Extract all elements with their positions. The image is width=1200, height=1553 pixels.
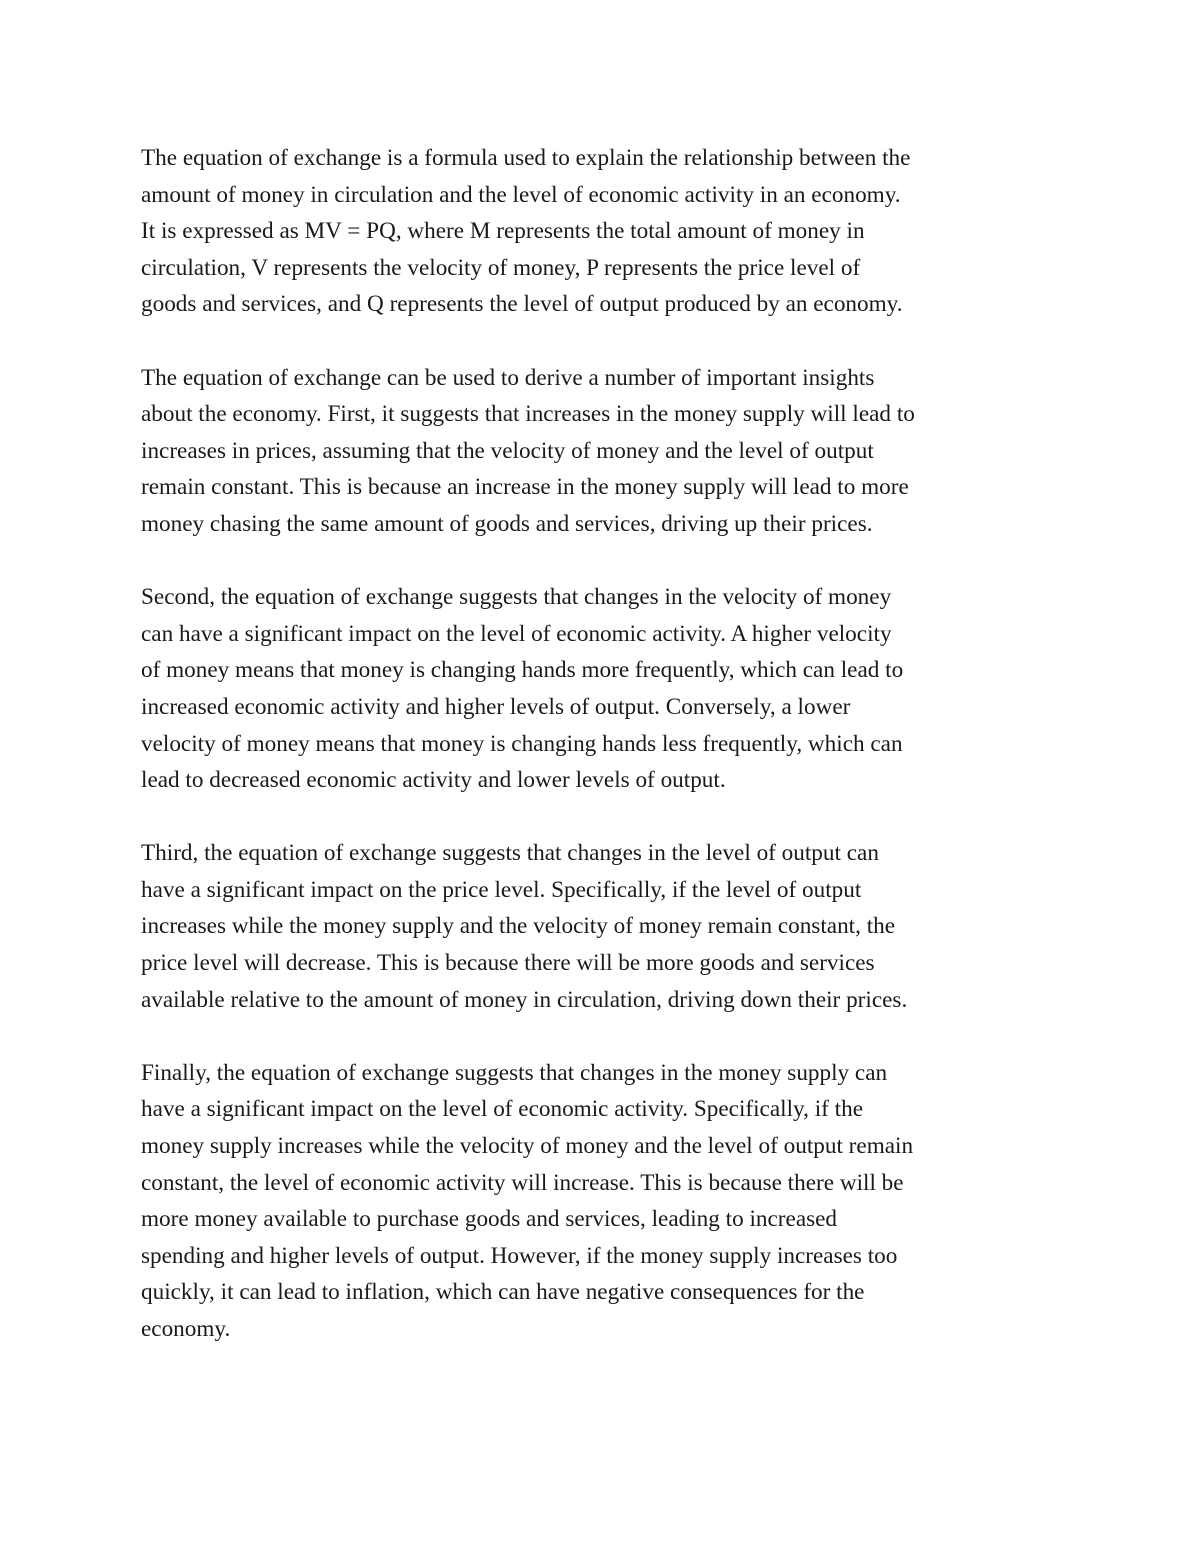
text-line: price level will decrease. This is because there will be more goods and services: [141, 950, 875, 977]
text-line: available relative to the amount of money in circulation, driving down their prices.: [141, 986, 908, 1013]
text-line: increases while the money supply and the velocity of money remain constant, the: [141, 913, 896, 940]
text-line: goods and services, and Q represents the level of output produced by an economy.: [141, 291, 903, 318]
text-line: economy.: [141, 1316, 231, 1342]
paragraph-5: [141, 1055, 1071, 1348]
text-line: increases in prices, assuming that the velocity of money and the level of output: [141, 437, 874, 464]
text-line: of money means that money is changing hands more frequently, which can lead to: [141, 657, 904, 684]
text-line: have a significant impact on the price level. Specifically, if the level of output: [141, 876, 862, 903]
text-line: The equation of exchange is a formula used to explain the relationship between the: [141, 145, 911, 171]
text-line: remain constant. This is because an increase in the money supply will lead to more: [141, 474, 909, 501]
text-line: Second, the equation of exchange suggests that changes in the velocity of money: [141, 584, 892, 611]
text-line: Third, the equation of exchange suggests that changes in the level of output can: [141, 840, 879, 867]
document-body: [141, 140, 1071, 1384]
text-line: money supply increases while the velocity of money and the level of output remain: [141, 1133, 914, 1160]
text-line: amount of money in circulation and the level of economic activity in an economy.: [141, 181, 901, 208]
text-line: can have a significant impact on the level of economic activity. A higher velocity: [141, 620, 892, 647]
text-line: have a significant impact on the level of economic activity. Specifically, if the: [141, 1096, 863, 1123]
text-line: increased economic activity and higher levels of output. Conversely, a lower: [141, 693, 851, 720]
text-line: It is expressed as MV = PQ, where M represents the total amount of money in: [141, 218, 865, 245]
paragraph-4: [141, 835, 1071, 1018]
text-line: constant, the level of economic activity will increase. This is because there will be: [141, 1169, 904, 1196]
text-line: spending and higher levels of output. However, if the money supply increases too: [141, 1242, 898, 1269]
paragraph-1: [141, 140, 1071, 323]
text-line: lead to decreased economic activity and lower levels of output.: [141, 767, 726, 794]
text-line: The equation of exchange can be used to derive a number of important insights: [141, 364, 875, 391]
text-line: circulation, V represents the velocity of money, P represents the price level of: [141, 254, 861, 281]
text-line: about the economy. First, it suggests that increases in the money supply will lead to: [141, 401, 915, 428]
paragraph-3: [141, 579, 1071, 799]
text-line: Finally, the equation of exchange suggests that changes in the money supply can: [141, 1059, 888, 1086]
text-line: more money available to purchase goods and services, leading to increased: [141, 1206, 838, 1233]
text-line: money chasing the same amount of goods and services, driving up their prices.: [141, 510, 873, 537]
paragraph-2: [141, 360, 1071, 543]
text-line: velocity of money means that money is changing hands less frequently, which can: [141, 730, 903, 757]
text-line: quickly, it can lead to inflation, which can have negative consequences for the: [141, 1279, 865, 1306]
